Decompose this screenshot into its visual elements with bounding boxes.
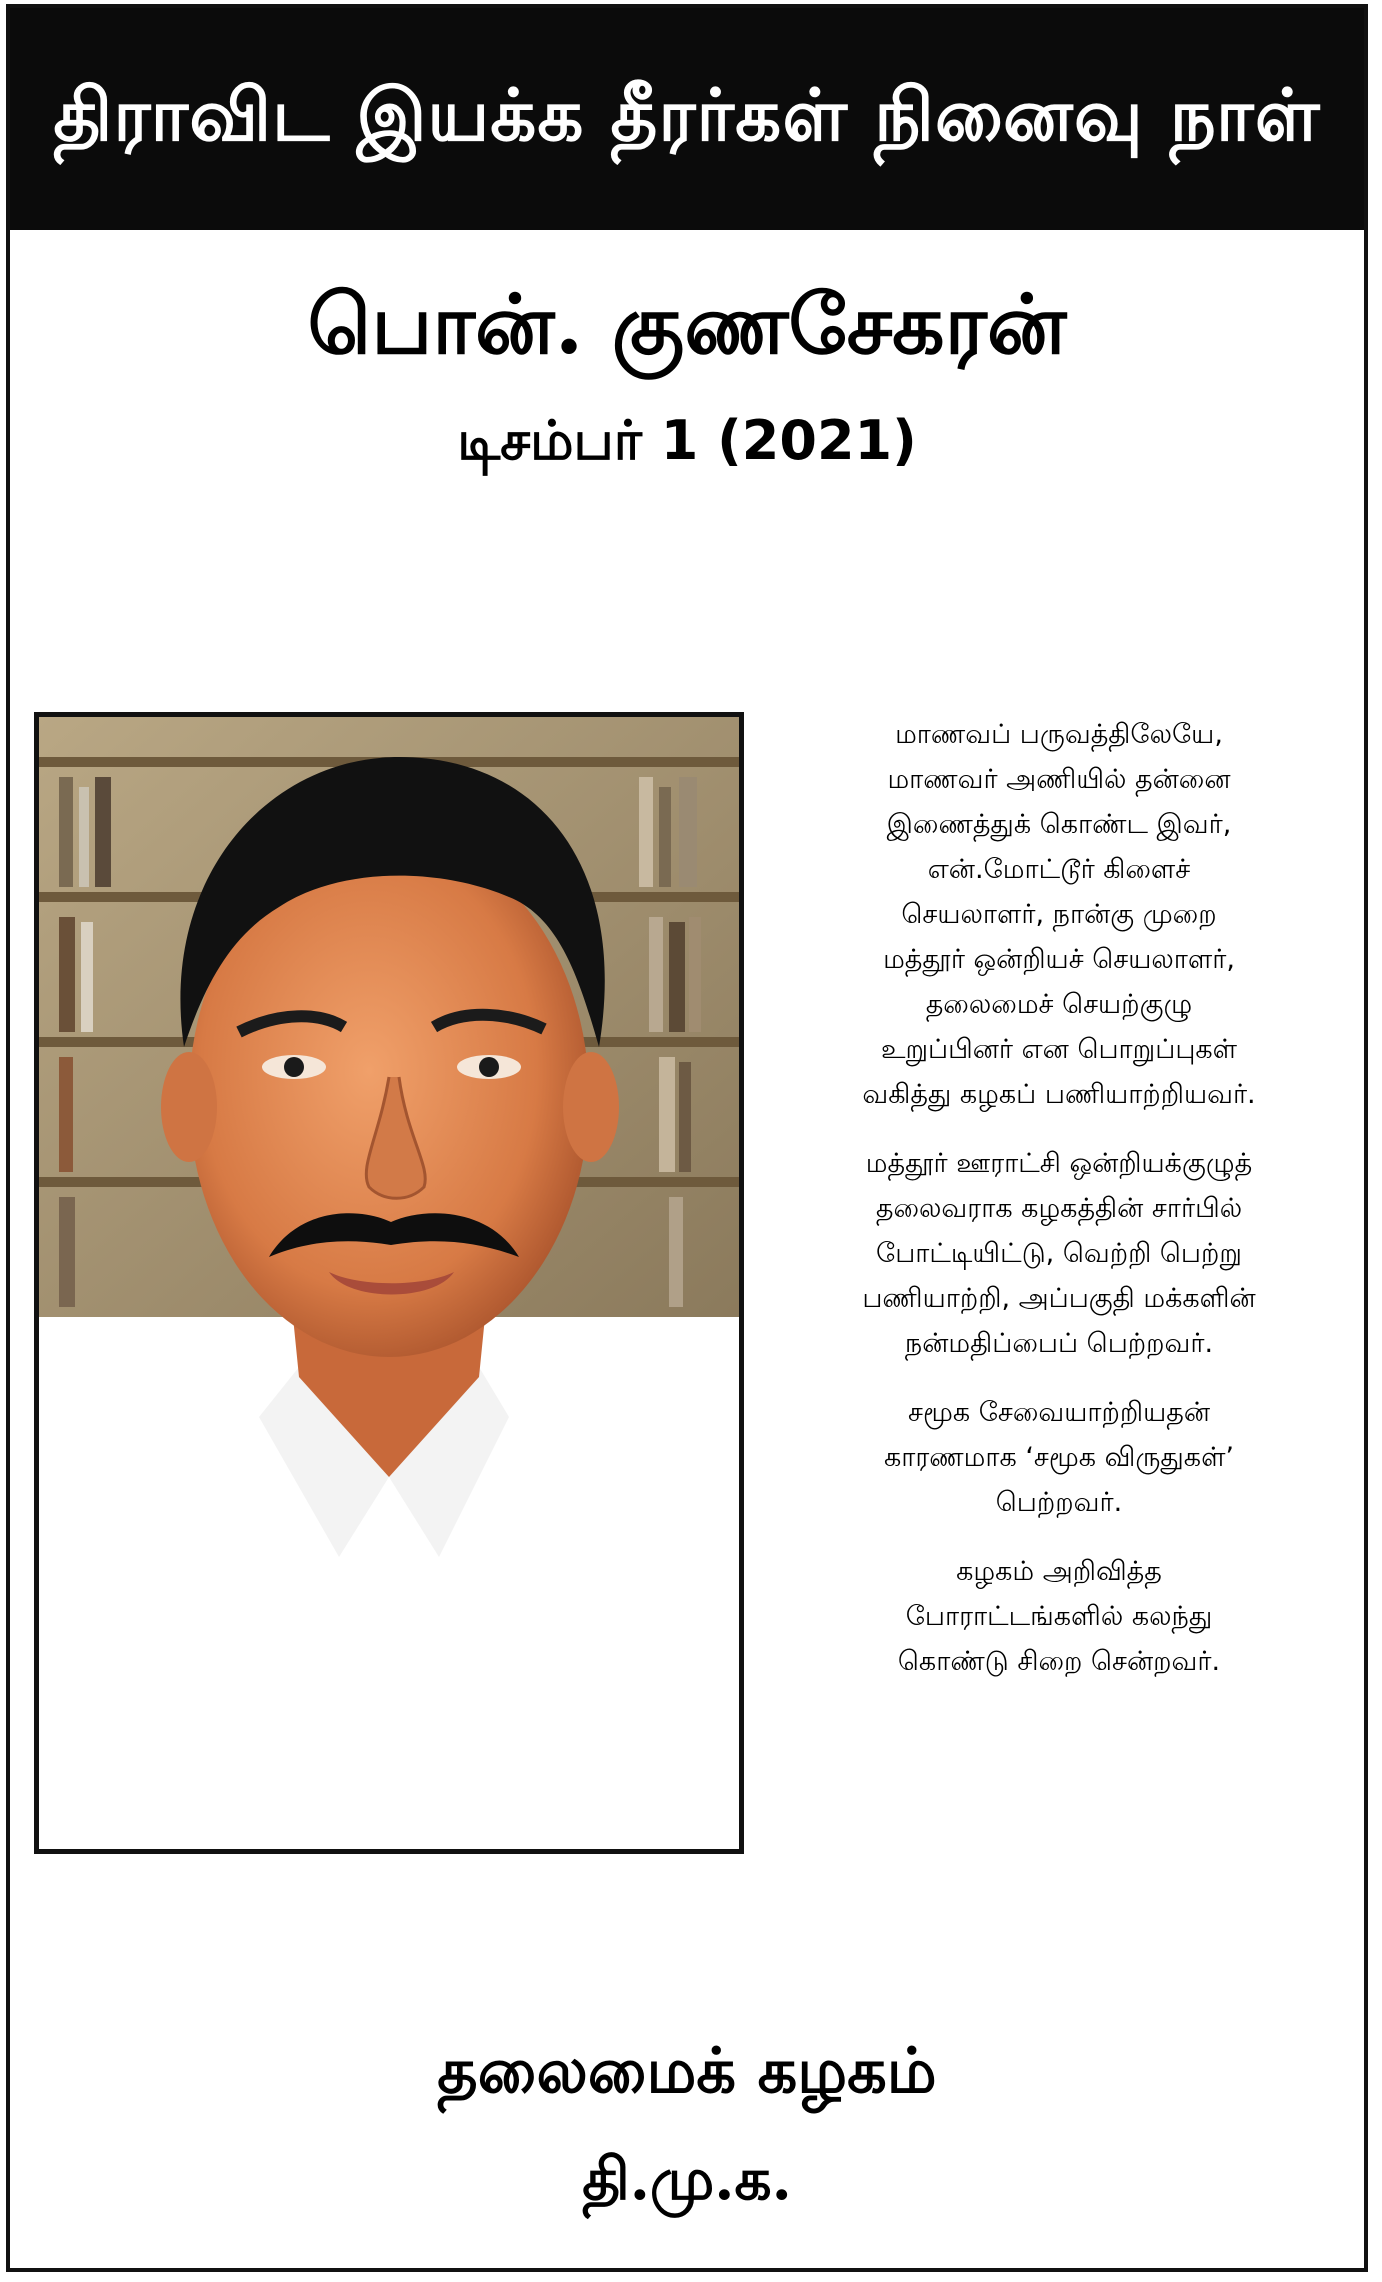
bio-paragraph-2 — [770, 1141, 1348, 1366]
bio-paragraph-3 — [770, 1390, 1348, 1525]
bio-line: இணைத்துக் கொண்ட இவர், — [886, 809, 1232, 840]
person-name: பொன். குணசேகரன் — [307, 277, 1067, 373]
bio-line: உறுப்பினர் என பொறுப்புகள் — [880, 1034, 1238, 1065]
bio-line: செயலாளர், நான்கு முறை — [901, 899, 1217, 930]
bio-line: மத்தூர் ஊராட்சி ஒன்றியக்குழுத் — [865, 1148, 1253, 1179]
bio-line: மத்தூர் ஒன்றியச் செயலாளர், — [883, 944, 1235, 975]
bio-line: என்.மோட்டூர் கிளைச் — [927, 854, 1191, 885]
bio-line: பணியாற்றி, அப்பகுதி மக்களின் — [862, 1283, 1256, 1314]
bio-line: மாணவர் அணியில் தன்னை — [887, 764, 1231, 795]
bio-line: போராட்டங்களில் கலந்து — [905, 1601, 1213, 1632]
biography — [770, 712, 1348, 1708]
bio-line: சமூக சேவையாற்றியதன் — [908, 1397, 1210, 1428]
portrait-illustration — [39, 717, 739, 1849]
bio-line: நன்மதிப்பைப் பெற்றவர். — [904, 1328, 1214, 1359]
header-banner — [10, 8, 1364, 230]
bio-line: கொண்டு சிறை சென்றவர். — [897, 1646, 1221, 1677]
banner-title: திராவிட இயக்க தீரர்கள் நினைவு நாள் — [53, 71, 1321, 157]
footer-signature — [10, 2026, 1364, 2224]
bio-line: காரணமாக ‘சமூக விருதுகள்’ — [883, 1442, 1235, 1473]
bio-line: தலைமைச் செயற்குழு — [925, 989, 1193, 1020]
bio-line: கழகம் அறிவித்த — [956, 1556, 1162, 1587]
bio-paragraph-1 — [770, 712, 1348, 1117]
organization-name: தலைமைக் கழகம் — [437, 2034, 937, 2107]
bio-line: பெற்றவர். — [995, 1487, 1123, 1518]
bio-line: மாணவப் பருவத்திலேயே, — [895, 719, 1223, 750]
bio-line: போட்டியிட்டு, வெற்றி பெற்று — [876, 1238, 1242, 1269]
bio-paragraph-4 — [770, 1549, 1348, 1684]
bio-line: வகித்து கழகப் பணியாற்றியவர். — [862, 1079, 1256, 1110]
portrait-photo — [34, 712, 744, 1854]
memorial-poster — [6, 4, 1368, 2272]
party-name: தி.மு.க. — [582, 2145, 792, 2213]
memorial-date: டிசம்பர் 1 (2021) — [457, 409, 917, 472]
bio-line: தலைவராக கழகத்தின் சார்பில் — [875, 1193, 1243, 1224]
